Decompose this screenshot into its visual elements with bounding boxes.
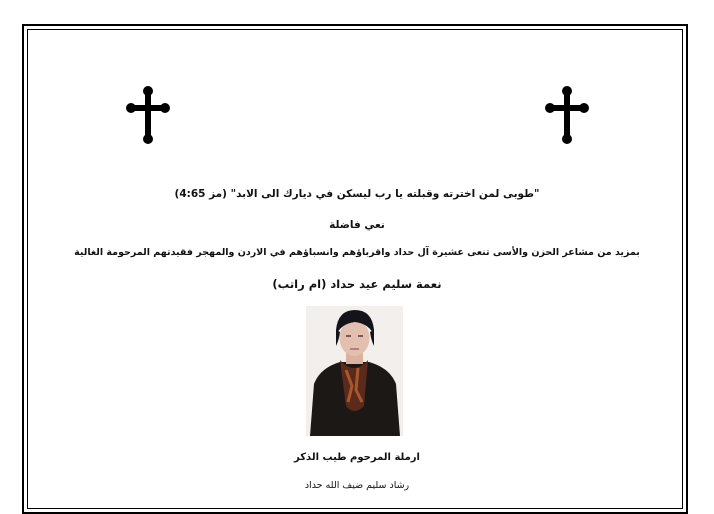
notice-heading: نعي فاضلة: [329, 219, 385, 231]
deceased-portrait-photo: [306, 306, 403, 436]
cross-icon-left: [126, 86, 170, 144]
scripture-verse: "طوبى لمن اخترته وقبلته يا رب ليسكن في ديارك الى الابد" (مز 4:65): [174, 188, 540, 200]
widow-of-line: ارملة المرحوم طيب الذكر: [294, 452, 420, 463]
deceased-name: نعمة سليم عيد حداد (ام راتب): [272, 277, 442, 291]
portrait-illustration: [306, 306, 403, 436]
husband-name: رشاد سليم ضيف الله حداد: [304, 480, 410, 491]
announcement-text: بمزيد من مشاعر الحزن والأسى تنعى عشيرة آل حداد واقرباؤهم وانسباؤهم في الاردن والمهجر فقيدتهم المرحومة الغالية: [74, 247, 640, 258]
cross-icon-right: [545, 86, 589, 144]
